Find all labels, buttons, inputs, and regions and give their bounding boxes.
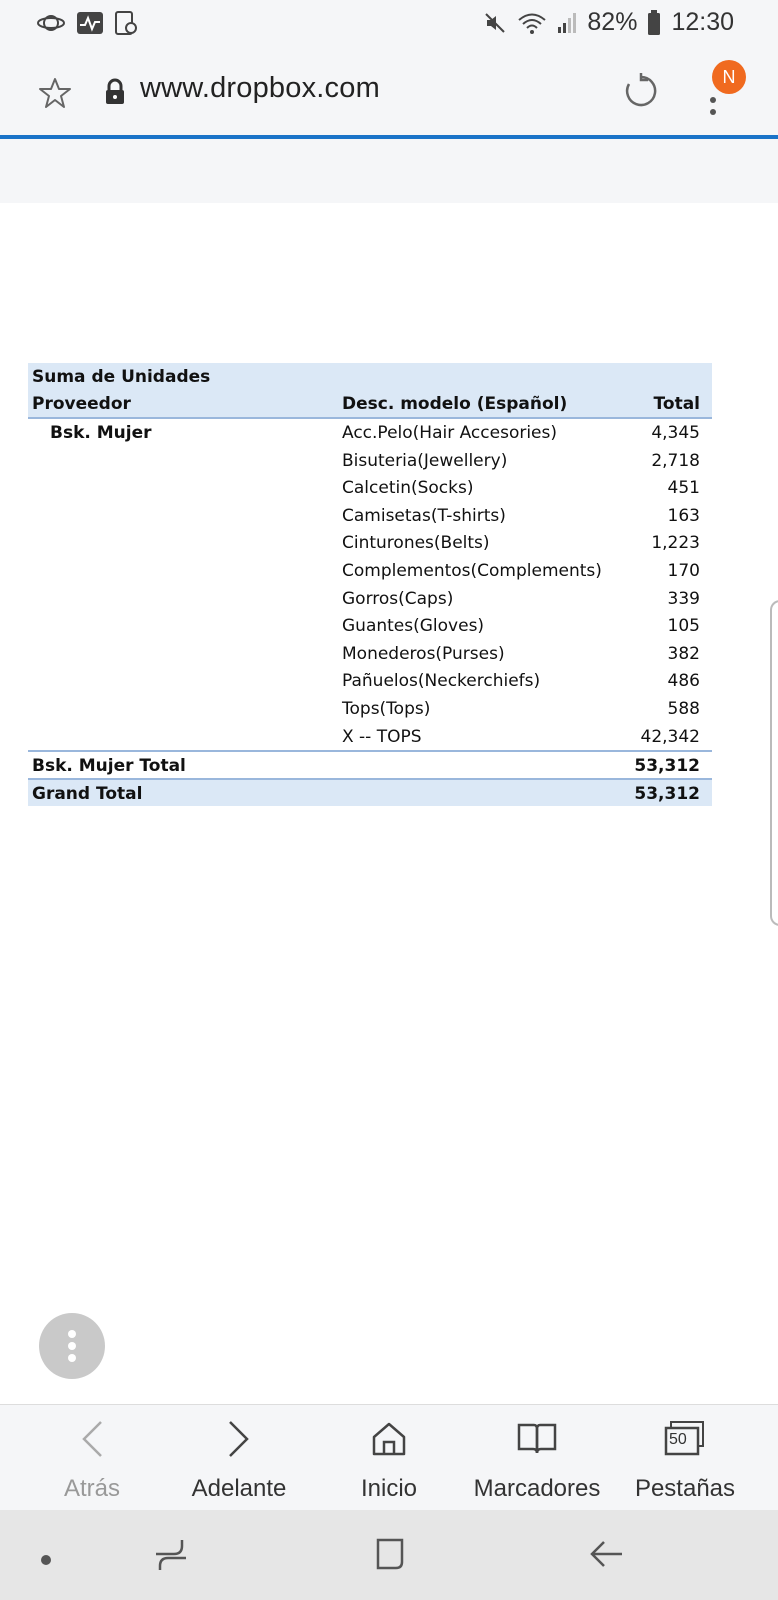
desc-cell: Pañuelos(Neckerchiefs) <box>342 671 541 692</box>
proveedor-cell: Bsk. Mujer <box>50 423 152 443</box>
clock: 12:30 <box>671 8 734 36</box>
table-row <box>28 419 712 447</box>
total-cell: 2,718 <box>651 450 700 471</box>
home-button[interactable] <box>314 1417 464 1503</box>
home-icon <box>370 1420 408 1458</box>
total-cell: 486 <box>667 671 700 692</box>
column-header-proveedor: Proveedor <box>32 394 131 414</box>
wifi-icon <box>517 11 547 35</box>
table-row <box>28 695 712 723</box>
forward-button[interactable] <box>164 1417 314 1503</box>
subtotal-label: Bsk. Mujer Total <box>32 756 186 777</box>
recent-apps-icon[interactable] <box>154 1534 188 1574</box>
url-text[interactable]: www.dropbox.com <box>140 72 380 104</box>
total-cell: 163 <box>667 505 700 526</box>
system-nav-bar <box>0 1510 778 1600</box>
subtotal-value: 53,312 <box>634 756 700 777</box>
table-row <box>28 585 712 613</box>
home-square-icon[interactable] <box>372 1534 408 1574</box>
table-row <box>28 557 712 585</box>
tab-count: 50 <box>669 1431 687 1448</box>
desc-cell: Bisuteria(Jewellery) <box>342 450 508 471</box>
pivot-table <box>28 363 712 806</box>
side-panel-handle[interactable] <box>770 600 778 926</box>
desc-cell: Cinturones(Belts) <box>342 533 490 554</box>
dot-icon <box>40 1554 52 1566</box>
total-cell: 4,345 <box>651 423 700 443</box>
bookmarks-button[interactable] <box>462 1417 612 1503</box>
total-cell: 105 <box>667 616 700 637</box>
status-right <box>483 8 734 37</box>
table-row <box>28 640 712 668</box>
column-header-total: Total <box>653 394 700 414</box>
home-label: Inicio <box>360 1475 418 1502</box>
mute-icon <box>483 11 507 35</box>
desc-cell: Acc.Pelo(Hair Accesories) <box>342 423 558 443</box>
table-row <box>28 612 712 640</box>
column-header-desc: Desc. modelo (Español) <box>342 394 568 414</box>
status-left-icons <box>36 10 138 36</box>
total-cell: 42,342 <box>640 726 700 747</box>
tabs-button[interactable] <box>610 1417 760 1503</box>
desc-cell: Gorros(Caps) <box>342 588 454 609</box>
table-row <box>28 667 712 695</box>
desc-cell: Calcetin(Socks) <box>342 478 474 499</box>
account-avatar[interactable]: N <box>712 60 746 94</box>
planet-icon <box>36 11 66 35</box>
tabs-label: Pestañas <box>634 1475 736 1502</box>
pivot-header <box>28 363 712 419</box>
grand-total-row <box>28 778 712 806</box>
table-row <box>28 529 712 557</box>
back-arrow-icon[interactable] <box>588 1534 624 1574</box>
screenshot-icon <box>114 10 138 36</box>
forward-label: Adelante <box>191 1475 287 1502</box>
pivot-title: Suma de Unidades <box>32 367 211 387</box>
address-bar <box>0 48 778 136</box>
book-icon <box>516 1421 558 1457</box>
table-row <box>28 447 712 475</box>
table-row <box>28 474 712 502</box>
vertical-dots-icon <box>67 1328 77 1364</box>
battery-icon <box>647 10 661 36</box>
total-cell: 170 <box>667 560 700 581</box>
lock-icon <box>104 78 126 111</box>
table-row <box>28 502 712 530</box>
chevron-right-icon <box>226 1419 252 1459</box>
reload-icon[interactable] <box>622 72 660 115</box>
desc-cell: Camisetas(T-shirts) <box>342 505 506 526</box>
browser-bottom-nav <box>0 1404 778 1510</box>
bookmarks-label: Marcadores <box>473 1475 601 1502</box>
table-row <box>28 723 712 751</box>
back-label: Atrás <box>63 1475 120 1502</box>
signal-icon <box>557 12 577 34</box>
total-cell: 451 <box>667 478 700 499</box>
desc-cell: Monederos(Purses) <box>342 643 505 664</box>
desc-cell: Tops(Tops) <box>342 698 431 719</box>
status-bar <box>0 0 778 48</box>
toolbar-band <box>0 139 778 203</box>
total-cell: 588 <box>667 698 700 719</box>
desc-cell: X -- TOPS <box>342 726 422 747</box>
more-options-button[interactable] <box>39 1313 105 1379</box>
grand-total-label: Grand Total <box>32 784 143 805</box>
bookmark-star-icon[interactable] <box>38 76 72 115</box>
total-cell: 339 <box>667 588 700 609</box>
pivot-rows <box>28 419 712 750</box>
subtotal-row <box>28 750 712 778</box>
grand-total-value: 53,312 <box>634 784 700 805</box>
desc-cell: Complementos(Complements) <box>342 560 602 581</box>
total-cell: 1,223 <box>651 533 700 554</box>
desc-cell: Guantes(Gloves) <box>342 616 485 637</box>
battery-percent: 82% <box>587 8 638 36</box>
back-button[interactable] <box>17 1417 167 1503</box>
total-cell: 382 <box>667 643 700 664</box>
activity-icon <box>76 11 104 35</box>
chevron-left-icon <box>79 1419 105 1459</box>
